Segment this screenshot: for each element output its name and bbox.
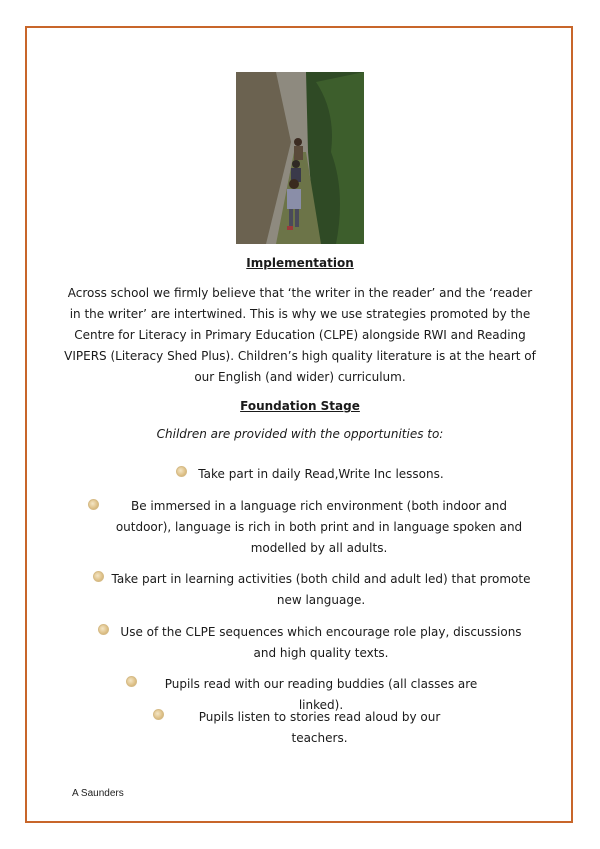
bullet-icon [93,571,104,582]
bullet-icon [153,709,164,720]
bullet-icon [88,499,99,510]
bullet-icon [176,466,187,477]
bullet-item-language-environment: Be immersed in a language rich environment (both indoor and outdoor), language is rich in both print and in language spoken and modelled by all adults. [115,499,523,555]
bullet-icon [126,676,137,687]
implementation-paragraph: Across school we firmly believe that ‘the writer in the reader’ and the ‘reader in the writer’ are intertwined. This is why we use strategies promoted by the Centre for Literacy in Primary Education (CLPE) alongside RWI and Reading VIPERS (Literacy Shed Plus). Children’s high quality literature is at the heart of our English (and wider) curriculum. [64,286,536,384]
author-footer: A Saunders [72,788,124,799]
bullet-icon [98,624,109,635]
bullet-item-reading-buddies: Pupils read with our reading buddies (all classes are linked). [164,677,478,712]
bullet-item-stories-aloud: Pupils listen to stories read aloud by our teachers. [198,710,441,745]
bullet-item-clpe-sequences: Use of the CLPE sequences which encourage role play, discussions and high quality texts. [120,625,522,660]
opportunities-intro: Children are provided with the opportunities to: [156,427,444,441]
bullet-item-learning-activities: Take part in learning activities (both child and adult led) that promote new language. [111,572,531,607]
implementation-heading: Implementation [246,256,354,270]
children-walking-photo [236,72,364,244]
foundation-stage-heading: Foundation Stage [240,399,360,413]
bullet-item-read-write-inc: Take part in daily Read,Write Inc lessons. [198,467,444,481]
